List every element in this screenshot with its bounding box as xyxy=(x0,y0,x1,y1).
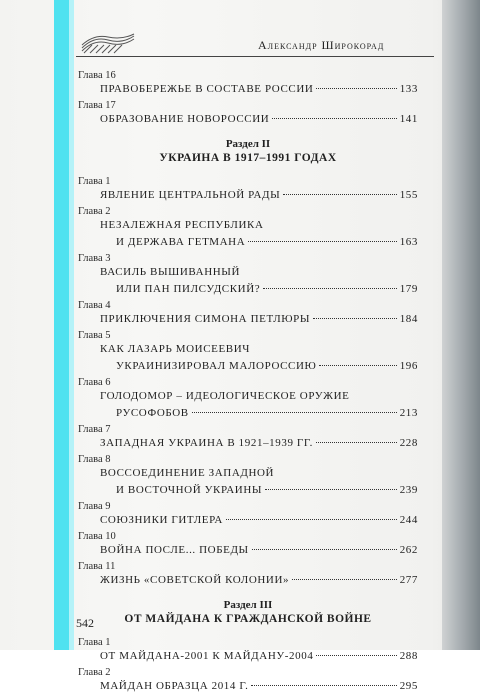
leader-dots xyxy=(319,365,396,366)
page-edge-shadow xyxy=(442,0,480,650)
chapter-title-line xyxy=(100,81,418,98)
chapter-title-text: КАК ЛАЗАРЬ МОИСЕЕВИЧ xyxy=(100,343,251,355)
chapter-label: Глава 1 xyxy=(78,637,111,648)
page-ref: 184 xyxy=(399,313,418,325)
chapter-title xyxy=(100,542,418,559)
leader-dots xyxy=(316,88,396,89)
page-number: 542 xyxy=(76,616,94,630)
chapter-title-text: ОТ МАЙДАНА-2001 К МАЙДАНУ-2004 xyxy=(100,650,314,662)
chapter-title-line xyxy=(100,678,418,695)
chapter-title xyxy=(100,187,418,204)
chapter-title-line xyxy=(100,482,418,499)
chapter-label: Глава 17 xyxy=(78,100,116,111)
chapter-title-line xyxy=(100,341,418,358)
chapter-title xyxy=(100,435,418,452)
chapter-title-line xyxy=(100,648,418,665)
chapter-title xyxy=(100,512,418,529)
leader-dots xyxy=(313,318,397,319)
chapter-title-line xyxy=(100,311,418,328)
chapter-title-line xyxy=(100,234,418,251)
chapter-label: Глава 7 xyxy=(78,424,111,435)
chapter-title-text: ЗАПАДНАЯ УКРАИНА В 1921–1939 ГГ. xyxy=(100,437,313,449)
cyan-margin-stripe xyxy=(54,0,69,650)
chapter-title-text: УКРАИНИЗИРОВАЛ МАЛОРОССИЮ xyxy=(116,360,317,372)
chapter-title-text: ВОССОЕДИНЕНИЕ ЗАПАДНОЙ xyxy=(100,467,275,479)
chapter-title xyxy=(100,217,418,251)
ribbon-ornament-icon xyxy=(80,33,136,55)
page-ref: 239 xyxy=(399,484,418,496)
chapter-title-text: И ДЕРЖАВА ГЕТМАНА xyxy=(116,236,246,248)
chapter-title-line xyxy=(100,281,418,298)
chapter-label: Глава 11 xyxy=(78,561,116,572)
chapter-title-line xyxy=(100,542,418,559)
section-label: Раздел III xyxy=(223,599,273,611)
chapter-title-line xyxy=(100,465,418,482)
leader-dots xyxy=(192,412,397,413)
chapter-title-text: ПРИКЛЮЧЕНИЯ СИМОНА ПЕТЛЮРЫ xyxy=(100,313,311,325)
page-ref: 262 xyxy=(399,544,418,556)
chapter-title-text: И ВОСТОЧНОЙ УКРАИНЫ xyxy=(116,484,263,496)
chapter-title xyxy=(100,311,418,328)
chapter-title xyxy=(100,81,418,98)
leader-dots xyxy=(316,442,397,443)
chapter-title-line xyxy=(100,435,418,452)
chapter-label: Глава 1 xyxy=(78,176,111,187)
page-ref: 141 xyxy=(399,113,418,125)
chapter-label: Глава 2 xyxy=(78,206,111,217)
page-ref: 277 xyxy=(399,574,418,586)
chapter-title xyxy=(100,465,418,499)
chapter-title xyxy=(100,264,418,298)
leader-dots xyxy=(292,579,397,580)
page-ref: 196 xyxy=(399,360,418,372)
chapter-title-text: ВОЙНА ПОСЛЕ... ПОБЕДЫ xyxy=(100,544,249,556)
chapter-label: Глава 8 xyxy=(78,454,111,465)
leader-dots xyxy=(263,288,396,289)
section-label: Раздел II xyxy=(225,138,271,150)
page-ref: 244 xyxy=(399,514,418,526)
chapter-title-line xyxy=(100,217,418,234)
leader-dots xyxy=(252,549,397,550)
chapter-title-text: ГОЛОДОМОР – ИДЕОЛОГИЧЕСКОЕ ОРУЖИЕ xyxy=(100,390,350,402)
chapter-title-line xyxy=(100,512,418,529)
chapter-title xyxy=(100,111,418,128)
chapter-title-line xyxy=(100,405,418,422)
chapter-label: Глава 6 xyxy=(78,377,111,388)
chapter-label: Глава 4 xyxy=(78,300,111,311)
chapter-title xyxy=(100,341,418,375)
chapter-title-text: ВАСИЛЬ ВЫШИВАННЫЙ xyxy=(100,266,241,278)
chapter-title xyxy=(100,388,418,422)
leader-dots xyxy=(272,118,396,119)
leader-dots xyxy=(265,489,397,490)
section-heading xyxy=(78,138,418,164)
chapter-title-text: ОБРАЗОВАНИЕ НОВОРОССИИ xyxy=(100,113,270,125)
page-ref: 163 xyxy=(399,236,418,248)
chapter-title-text: ИЛИ ПАН ПИЛСУДСКИЙ? xyxy=(116,283,261,295)
chapter-title-line xyxy=(100,264,418,281)
chapter-title-text: НЕЗАЛЕЖНАЯ РЕСПУБЛИКА xyxy=(100,219,264,231)
chapter-title-text: РУСОФОБОВ xyxy=(116,407,189,419)
chapter-title-line xyxy=(100,388,418,405)
leader-dots xyxy=(283,194,396,195)
chapter-label: Глава 9 xyxy=(78,501,111,512)
chapter-title-line xyxy=(100,187,418,204)
page-ref: 295 xyxy=(399,680,418,692)
leader-dots xyxy=(226,519,397,520)
chapter-title xyxy=(100,572,418,589)
chapter-label: Глава 2 xyxy=(78,667,111,678)
cyan-margin-stripe-light xyxy=(69,0,74,650)
chapter-title-line xyxy=(100,358,418,375)
header-rule xyxy=(76,56,434,57)
leader-dots xyxy=(316,655,396,656)
chapter-title-text: СОЮЗНИКИ ГИТЛЕРА xyxy=(100,514,223,526)
chapter-title xyxy=(100,648,418,665)
page-ref: 155 xyxy=(399,189,418,201)
leader-dots xyxy=(251,685,396,686)
chapter-label: Глава 16 xyxy=(78,70,116,81)
chapter-title-line xyxy=(100,111,418,128)
page-ref: 179 xyxy=(399,283,418,295)
section-title: УКРАИНА В 1917–1991 ГОДАХ xyxy=(159,152,337,164)
page-ref: 228 xyxy=(399,437,418,449)
chapter-title-line xyxy=(100,572,418,589)
chapter-title-text: ПРАВОБЕРЕЖЬЕ В СОСТАВЕ РОССИИ xyxy=(100,83,314,95)
chapter-title-text: ЯВЛЕНИЕ ЦЕНТРАЛЬНОЙ РАДЫ xyxy=(100,189,281,201)
page-ref: 133 xyxy=(399,83,418,95)
chapter-label: Глава 5 xyxy=(78,330,111,341)
page-ref: 288 xyxy=(399,650,418,662)
chapter-label: Глава 3 xyxy=(78,253,111,264)
running-header-author: Александр Широкорад xyxy=(258,38,385,52)
page-ref: 213 xyxy=(399,407,418,419)
chapter-label: Глава 10 xyxy=(78,531,116,542)
chapter-title-text: МАЙДАН ОБРАЗЦА 2014 Г. xyxy=(100,680,249,692)
chapter-title-text: ЖИЗНЬ «СОВЕТСКОЙ КОЛОНИИ» xyxy=(100,574,290,586)
chapter-title xyxy=(100,678,418,695)
section-title: ОТ МАЙДАНА К ГРАЖДАНСКОЙ ВОЙНЕ xyxy=(124,613,372,625)
section-heading xyxy=(78,599,418,625)
leader-dots xyxy=(248,241,396,242)
